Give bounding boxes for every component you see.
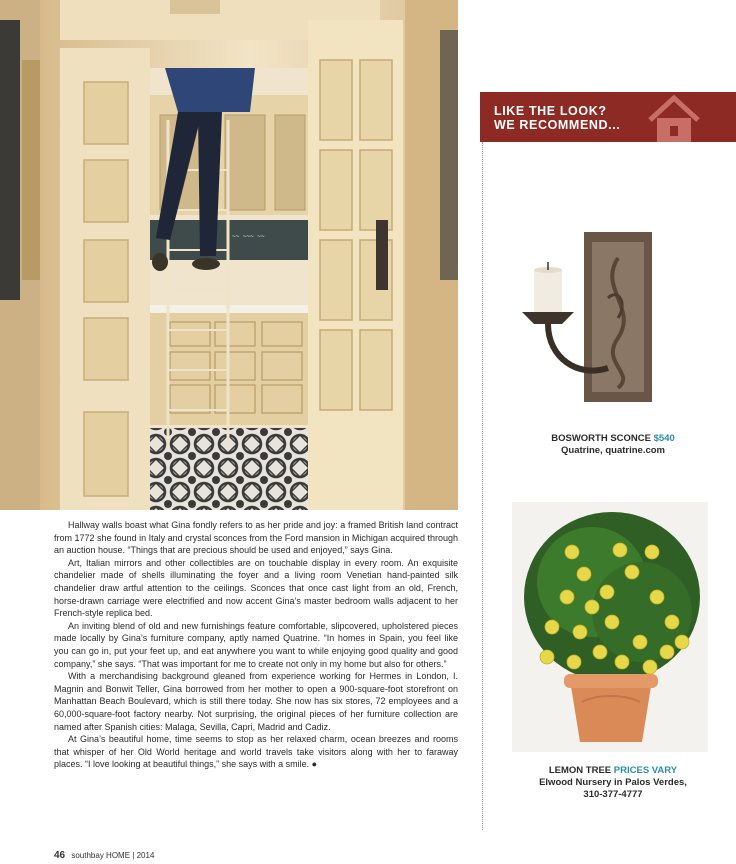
- page-footer: [54, 850, 154, 861]
- magazine-name: southbay HOME: [71, 851, 131, 860]
- svg-text:~~ ~~~ ~~: ~~ ~~~ ~~: [232, 233, 265, 240]
- sconce-source: Quatrine, quatrine.com: [561, 445, 665, 456]
- banner-line-2: WE RECOMMEND...: [494, 118, 621, 132]
- house-icon: [646, 94, 702, 144]
- lemon-source-line-1: Elwood Nursery in Palos Verdes,: [539, 777, 687, 788]
- article-paragraph: Hallway walls boast what Gina fondly refers to as her pride and joy: a framed British land contract from 1772 she found in Italy and crystal sconces from the Ford mansion in Michigan acquired through an auction house. “Things that are precious should be used and enjoyed,” says Gina.: [54, 520, 458, 556]
- article-paragraph: Art, Italian mirrors and other collectibles are on touchable display in every room. An exquisite chandelier made of shells illuminating the foyer and a living room Venetian hand-painted silk chandelier draw artful attention to the ceilings. Sconces that once cast light from an old, French, horse-drawn carriage were electrified and now accent Gina’s master bedroom walls adjacent to her French-style replica bed.: [54, 557, 458, 619]
- sconce-price: $540: [653, 433, 675, 444]
- article-paragraph: At Gina’s beautiful home, time seems to stop as her relaxed charm, ocean breezes and rooms that whisper of her Old World heritage and world travels take visitors along with her to faraway places. “I love looking at beautiful things,” she says with a smile. ●: [54, 734, 458, 770]
- banner-text: [494, 104, 620, 132]
- lemon-caption: [490, 765, 736, 801]
- lemon-price: PRICES VARY: [613, 765, 678, 776]
- recommend-banner: [480, 92, 736, 142]
- page-number: 46: [54, 850, 66, 861]
- sconce-image: [518, 228, 658, 406]
- lemon-name: LEMON TREE: [548, 765, 612, 776]
- banner-line-1: LIKE THE LOOK?: [494, 104, 607, 118]
- footer-separator: |: [132, 851, 135, 860]
- lemon-title-line: [490, 765, 736, 777]
- sconce-name: BOSWORTH SCONCE: [551, 433, 651, 444]
- lemon-tree-image: [512, 502, 708, 752]
- issue-year: 2014: [136, 851, 155, 860]
- lemon-source-line-2: 310-377-4777: [583, 789, 643, 800]
- article-paragraph: With a merchandising background gleaned from experience working for Hermes in London, I. Magnin and Bonwit Teller, Gina borrowed from her mother to open a 900-square-foot storefront on Manhattan Beach Boulevard, which is still there today. She now has six stores, 72 employees and a 60,000-square-foot factory nearby. Not surprising, the original pieces of her furniture collection are named after Spanish cities: Malaga, Sevilla, Capri, Madrid and Cadiz.: [54, 671, 458, 732]
- hallway-photo: [0, 0, 458, 510]
- column-divider: [482, 142, 483, 830]
- article-body: [54, 519, 458, 771]
- sconce-title-line: [490, 433, 736, 445]
- article-paragraph: An inviting blend of old and new furnishings feature comfortable, slipcovered, upholstered pieces made locally by Gina’s furniture company, aptly named Quatrine. “In homes in Spain, you feel like you can go in, put your feet up, and eat anywhere you want to while enjoying good quality and good company,” she says. “That was important for me to create not only in my home but also for others.”: [54, 620, 458, 669]
- sconce-caption: [490, 433, 736, 457]
